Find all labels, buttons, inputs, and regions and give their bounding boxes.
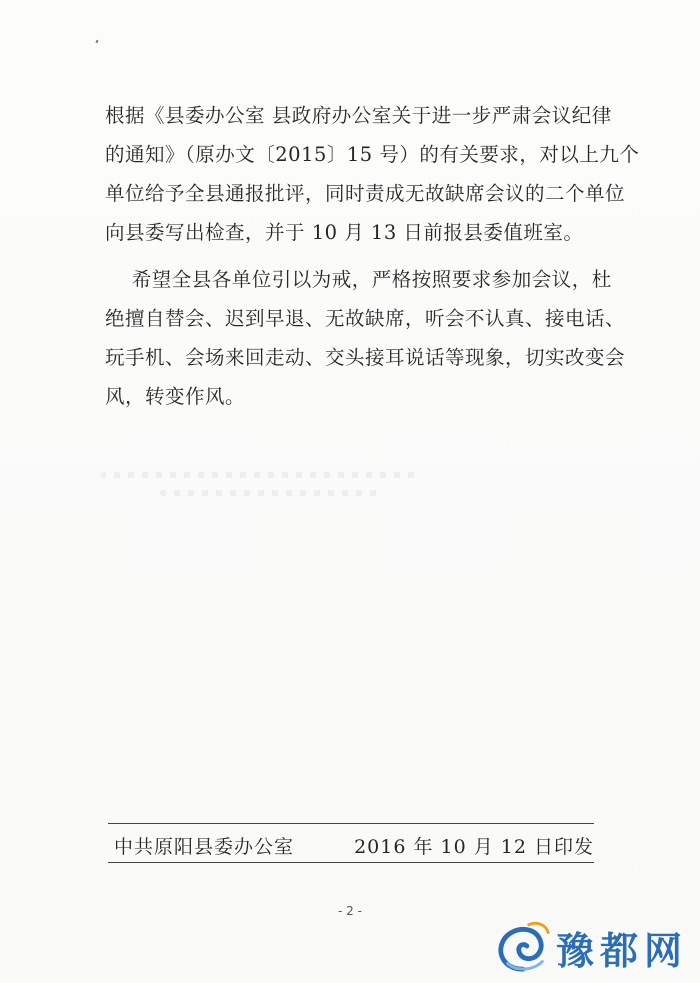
text-line: 玩手机、会场来回走动、交头接耳说话等现象，切实改变会 bbox=[105, 346, 626, 369]
footer-bottom-rule bbox=[108, 862, 594, 863]
footer-issue-date: 2016 年 10 月 12 日印发 bbox=[354, 836, 594, 858]
text-line: 希望全县各单位引以为戒，严格按照要求参加会议，杜 bbox=[105, 268, 612, 291]
scan-speck bbox=[95, 40, 98, 44]
text-line: 的通知》（原办文〔2015〕15 号）的有关要求，对以上九个 bbox=[105, 143, 640, 166]
watermark-text: 豫都网 bbox=[555, 928, 688, 973]
paragraph bbox=[105, 96, 640, 252]
site-watermark bbox=[494, 919, 688, 975]
page-number: - 2 - bbox=[338, 904, 362, 918]
footer-issuer: 中共原阳县委办公室 bbox=[114, 836, 295, 858]
text-line: 绝擅自替会、迟到早退、无故缺席，听会不认真、接电话、 bbox=[105, 307, 626, 330]
text-line: 单位给予全县通报批评，同时责成无故缺席会议的二个单位 bbox=[105, 182, 626, 205]
document-body bbox=[105, 96, 640, 416]
footer-top-rule bbox=[108, 823, 594, 824]
text-line: 根据《县委办公室 县政府办公室关于进一步严肃会议纪律 bbox=[105, 104, 612, 127]
text-line: 风，转变作风。 bbox=[105, 385, 246, 408]
swirl-logo-icon bbox=[494, 919, 552, 975]
bleed-through-texture bbox=[100, 460, 420, 530]
paragraph bbox=[105, 260, 626, 416]
text-line: 向县委写出检查，并于 10 月 13 日前报县委值班室。 bbox=[105, 221, 584, 244]
